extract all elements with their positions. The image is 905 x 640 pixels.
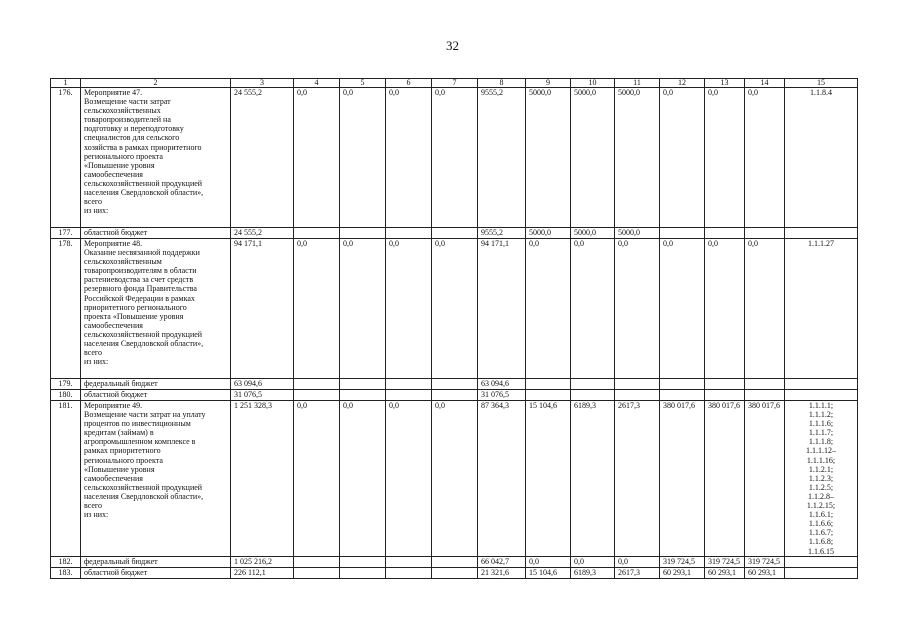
table-row <box>51 228 858 239</box>
amount-cell <box>294 567 340 578</box>
budget-table <box>50 78 858 579</box>
amount-cell: 21 321,6 <box>478 567 526 578</box>
amount-cell: 24 555,2 <box>231 228 294 239</box>
amount-cell: 5000,0 <box>571 228 615 239</box>
amount-cell <box>386 390 432 401</box>
target-reference <box>785 556 858 567</box>
amount-cell: 380 017,6 <box>745 401 785 557</box>
amount-cell <box>340 567 386 578</box>
amount-cell <box>705 228 745 239</box>
amount-cell <box>340 556 386 567</box>
target-reference: 1.1.1.1; 1.1.1.2; 1.1.1.6; 1.1.1.7; 1.1.1.8; 1.1.1.12– 1.1.1.16; 1.1.2.1; 1.1.2.3; 1.1.2.5; 1.1.2.8– 1.1.2.15; 1.1.6.1; 1.1.6.6; 1.1.6.7; 1.1.6.8; 1.1.6.15 <box>785 401 858 557</box>
amount-cell <box>432 390 478 401</box>
amount-cell <box>432 228 478 239</box>
amount-cell: 87 364,3 <box>478 401 526 557</box>
amount-cell <box>340 228 386 239</box>
row-number: 179. <box>51 379 81 390</box>
table-row <box>51 88 858 228</box>
amount-cell: 5000,0 <box>526 228 571 239</box>
measure-name: федеральный бюджет <box>81 556 231 567</box>
amount-cell: 0,0 <box>705 88 745 228</box>
row-number: 183. <box>51 567 81 578</box>
table-row <box>51 567 858 578</box>
amount-cell: 0,0 <box>571 556 615 567</box>
amount-cell <box>294 556 340 567</box>
table-row <box>51 556 858 567</box>
table-row <box>51 239 858 379</box>
amount-cell <box>705 390 745 401</box>
amount-cell: 9555,2 <box>478 88 526 228</box>
page-number: 32 <box>446 38 459 53</box>
amount-cell: 60 293,1 <box>745 567 785 578</box>
amount-cell <box>294 379 340 390</box>
amount-cell <box>340 379 386 390</box>
measure-name: Мероприятие 49. Возмещение части затрат на уплату процентов по инвестиционным кредитам (займам) в агропромышленном комплексе в рамках приоритетного регионального проекта «Повышение уровня самообеспечения сельскохозяйственной продукцией населения Свердловской области», всего из них: <box>81 401 231 557</box>
header-cell: 1 <box>51 79 81 88</box>
amount-cell: 319 724,5 <box>745 556 785 567</box>
amount-cell <box>660 379 705 390</box>
amount-cell: 380 017,6 <box>705 401 745 557</box>
amount-cell: 0,0 <box>386 239 432 379</box>
table-row <box>51 379 858 390</box>
amount-cell: 0,0 <box>386 401 432 557</box>
amount-cell <box>615 390 660 401</box>
header-cell: 12 <box>660 79 705 88</box>
header-cell: 13 <box>705 79 745 88</box>
amount-cell <box>660 228 705 239</box>
amount-cell: 0,0 <box>294 88 340 228</box>
row-number: 178. <box>51 239 81 379</box>
amount-cell: 0,0 <box>386 88 432 228</box>
target-reference <box>785 379 858 390</box>
amount-cell: 31 076,5 <box>478 390 526 401</box>
amount-cell: 2617,3 <box>615 401 660 557</box>
amount-cell: 0,0 <box>432 239 478 379</box>
row-number: 177. <box>51 228 81 239</box>
amount-cell: 6189,3 <box>571 567 615 578</box>
header-cell: 4 <box>294 79 340 88</box>
amount-cell <box>705 379 745 390</box>
amount-cell: 5000,0 <box>615 228 660 239</box>
amount-cell: 5000,0 <box>571 88 615 228</box>
amount-cell <box>745 228 785 239</box>
amount-cell: 0,0 <box>705 239 745 379</box>
amount-cell: 60 293,1 <box>705 567 745 578</box>
amount-cell: 226 112,1 <box>231 567 294 578</box>
amount-cell: 24 555,2 <box>231 88 294 228</box>
header-cell: 6 <box>386 79 432 88</box>
amount-cell <box>386 228 432 239</box>
amount-cell: 63 094,6 <box>478 379 526 390</box>
amount-cell <box>660 390 705 401</box>
amount-cell: 0,0 <box>615 556 660 567</box>
amount-cell: 0,0 <box>660 88 705 228</box>
measure-name: Мероприятие 47. Возмещение части затрат сельскохозяйственных товаропроизводителей на подготовку и переподготовку специалистов для сельского хозяйства в рамках приоритетного регионального проекта «Повышение уровня самообеспечения сельскохозяйственной продукцией населения Свердловской области», всего из них: <box>81 88 231 228</box>
amount-cell: 94 171,1 <box>231 239 294 379</box>
amount-cell: 0,0 <box>615 239 660 379</box>
amount-cell <box>294 228 340 239</box>
table-row <box>51 401 858 557</box>
measure-name: областной бюджет <box>81 228 231 239</box>
amount-cell: 0,0 <box>745 239 785 379</box>
table-row <box>51 390 858 401</box>
amount-cell: 60 293,1 <box>660 567 705 578</box>
amount-cell: 1 251 328,3 <box>231 401 294 557</box>
amount-cell: 63 094,6 <box>231 379 294 390</box>
target-reference <box>785 390 858 401</box>
header-cell: 15 <box>785 79 858 88</box>
measure-name: областной бюджет <box>81 390 231 401</box>
amount-cell: 0,0 <box>432 401 478 557</box>
amount-cell: 0,0 <box>340 401 386 557</box>
amount-cell <box>526 379 571 390</box>
amount-cell <box>526 390 571 401</box>
amount-cell <box>386 379 432 390</box>
header-row <box>51 79 858 88</box>
row-number: 180. <box>51 390 81 401</box>
header-cell: 7 <box>432 79 478 88</box>
amount-cell: 0,0 <box>340 88 386 228</box>
amount-cell <box>571 390 615 401</box>
amount-cell: 66 042,7 <box>478 556 526 567</box>
header-cell: 10 <box>571 79 615 88</box>
header-cell: 2 <box>81 79 231 88</box>
header-cell: 14 <box>745 79 785 88</box>
measure-name: федеральный бюджет <box>81 379 231 390</box>
amount-cell <box>386 556 432 567</box>
amount-cell: 319 724,5 <box>705 556 745 567</box>
amount-cell: 0,0 <box>660 239 705 379</box>
row-number: 176. <box>51 88 81 228</box>
amount-cell: 319 724,5 <box>660 556 705 567</box>
row-number: 181. <box>51 401 81 557</box>
amount-cell: 380 017,6 <box>660 401 705 557</box>
amount-cell: 9555,2 <box>478 228 526 239</box>
amount-cell: 94 171,1 <box>478 239 526 379</box>
amount-cell: 0,0 <box>294 239 340 379</box>
amount-cell <box>432 556 478 567</box>
amount-cell: 15 104,6 <box>526 401 571 557</box>
amount-cell: 31 076,5 <box>231 390 294 401</box>
amount-cell <box>571 379 615 390</box>
measure-name: областной бюджет <box>81 567 231 578</box>
header-cell: 3 <box>231 79 294 88</box>
amount-cell: 2617,3 <box>615 567 660 578</box>
amount-cell <box>294 390 340 401</box>
amount-cell: 0,0 <box>745 88 785 228</box>
amount-cell: 0,0 <box>526 556 571 567</box>
amount-cell: 0,0 <box>340 239 386 379</box>
amount-cell: 0,0 <box>526 239 571 379</box>
row-number: 182. <box>51 556 81 567</box>
target-reference <box>785 567 858 578</box>
amount-cell <box>745 379 785 390</box>
amount-cell <box>340 390 386 401</box>
target-reference <box>785 228 858 239</box>
target-reference: 1.1.8.4 <box>785 88 858 228</box>
header-cell: 9 <box>526 79 571 88</box>
header-cell: 11 <box>615 79 660 88</box>
amount-cell: 0,0 <box>294 401 340 557</box>
amount-cell <box>432 379 478 390</box>
amount-cell <box>615 379 660 390</box>
measure-name: Мероприятие 48. Оказание несвязанной поддержки сельскохозяйственным товаропроизводителям в области растениеводства за счет средств резервного фонда Правительства Российской Федерации в рамках приоритетного регионального проекта «Повышение уровня самообеспечения сельскохозяйственной продукцией населения Свердловской области», всего из них: <box>81 239 231 379</box>
amount-cell: 1 025 216,2 <box>231 556 294 567</box>
amount-cell: 6189,3 <box>571 401 615 557</box>
amount-cell: 0,0 <box>432 88 478 228</box>
header-cell: 5 <box>340 79 386 88</box>
header-cell: 8 <box>478 79 526 88</box>
amount-cell <box>386 567 432 578</box>
amount-cell <box>432 567 478 578</box>
amount-cell: 0,0 <box>571 239 615 379</box>
amount-cell <box>745 390 785 401</box>
amount-cell: 5000,0 <box>526 88 571 228</box>
target-reference: 1.1.1.27 <box>785 239 858 379</box>
amount-cell: 15 104,6 <box>526 567 571 578</box>
amount-cell: 5000,0 <box>615 88 660 228</box>
